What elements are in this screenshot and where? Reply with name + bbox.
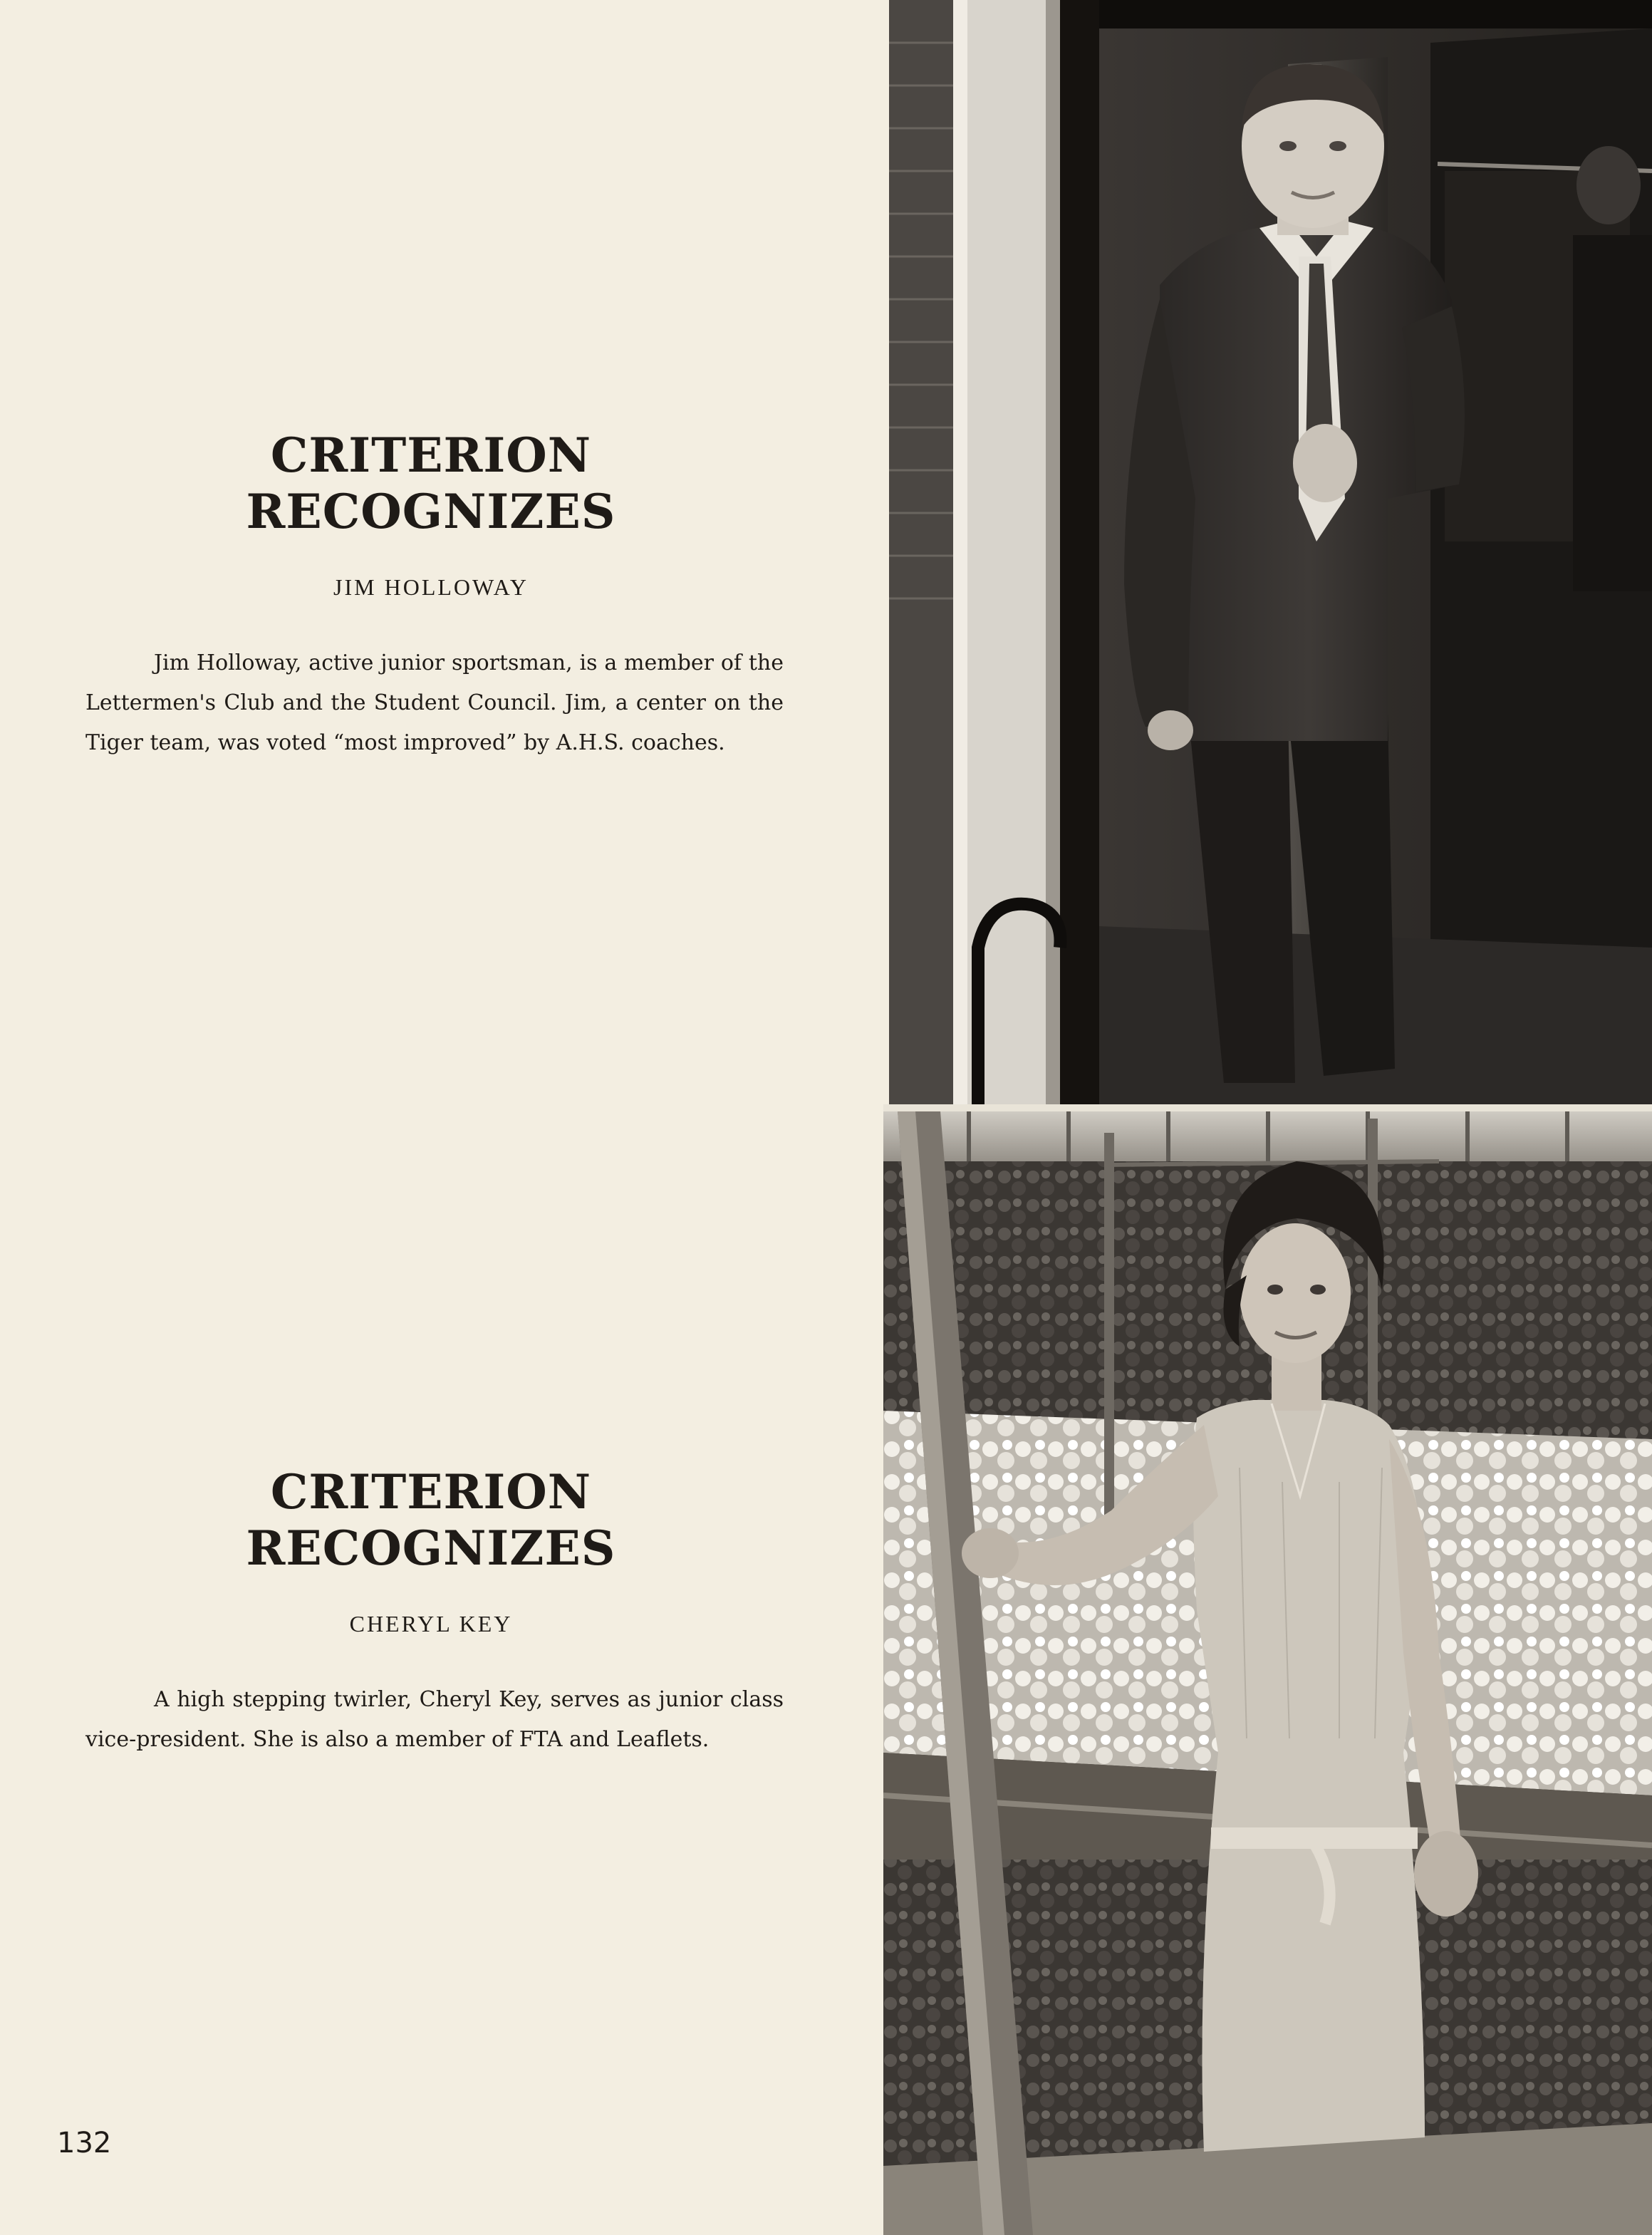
photo-divider bbox=[883, 1104, 1652, 1111]
feature-jim-holloway bbox=[78, 427, 784, 784]
photo-man-in-suit bbox=[889, 0, 1652, 1104]
feature-heading: CRITERION RECOGNIZES bbox=[246, 427, 616, 540]
feature-body: A high stepping twirler, Cheryl Key, serves as junior class vice-president. She is also a member of FTA and Leaflets. bbox=[85, 1687, 784, 1753]
photo-woman-in-greenhouse bbox=[883, 1111, 1652, 2235]
feature-cheryl-key bbox=[78, 1464, 784, 1781]
feature-heading: CRITERION RECOGNIZES bbox=[246, 1464, 616, 1577]
photo-jim-holloway bbox=[889, 0, 1652, 1104]
feature-name: CHERYL KEY bbox=[349, 1611, 513, 1637]
feature-body: Jim Holloway, active junior sportsman, is a member of the Lettermen's Club and the Student Council. Jim, a center on the Tiger team, was voted “most improved” by A.H.S. coaches. bbox=[85, 650, 784, 756]
feature-name: JIM HOLLOWAY bbox=[333, 574, 529, 601]
page-number: 132 bbox=[57, 2127, 112, 2159]
photo-cheryl-key bbox=[883, 1111, 1652, 2235]
